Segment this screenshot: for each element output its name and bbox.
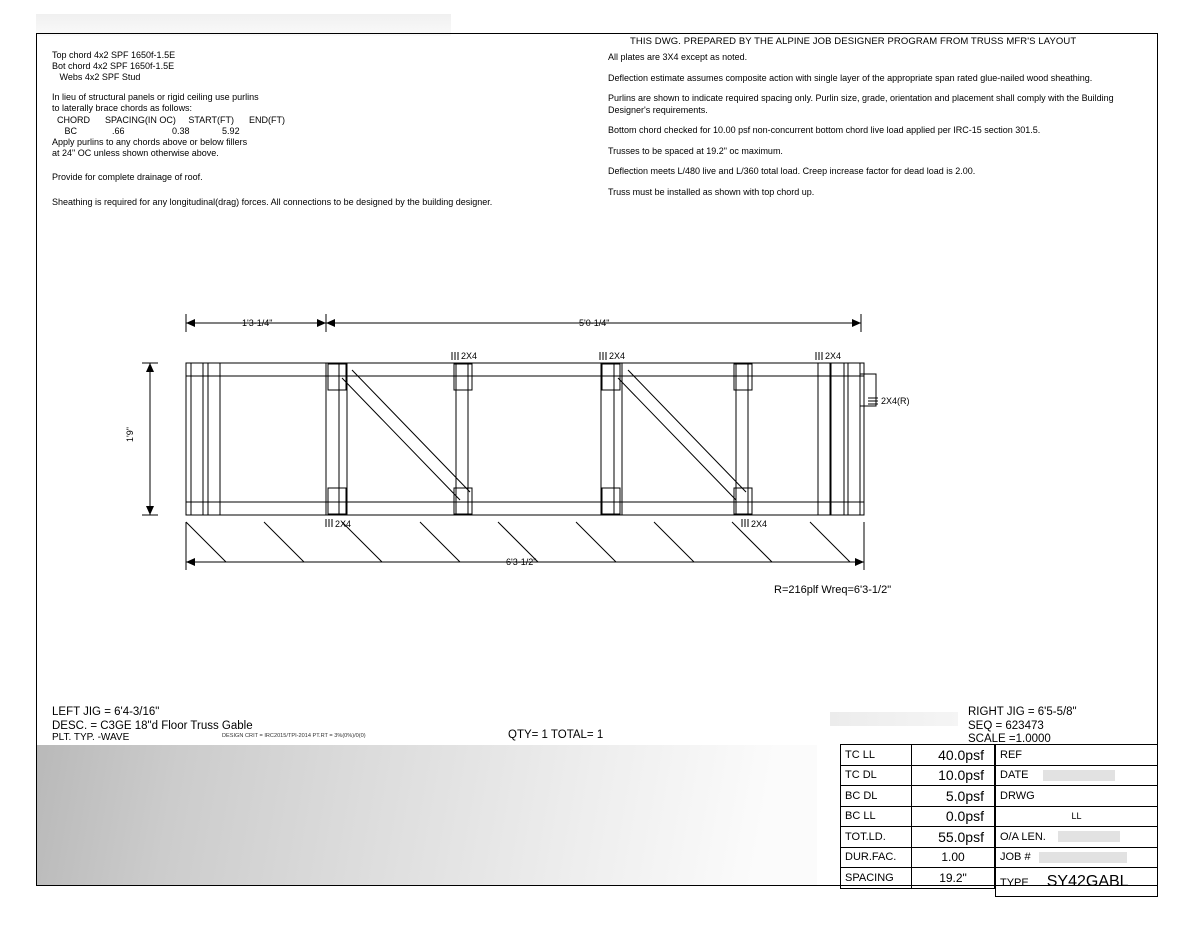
redacted-field-top bbox=[830, 712, 958, 726]
note-right-3: Bottom chord checked for 10.00 psf non-concurrent bottom chord live load applied per IRC-15 section 301.5. bbox=[608, 125, 1041, 135]
desc-text: DESC. = C3GE 18"d Floor Truss Gable bbox=[52, 719, 253, 732]
note-right-1: Deflection estimate assumes composite action with single layer of the appropriate span rated glue-nailed wood sheathing. bbox=[608, 72, 1093, 83]
table-row bbox=[996, 847, 1158, 868]
table-row bbox=[841, 745, 995, 766]
plate-label-0: 2X4 bbox=[461, 351, 478, 361]
truss-drawing bbox=[36, 290, 1158, 720]
dim-height-label: 1'9" bbox=[125, 427, 135, 442]
note-materials-2: Bot chord 4x2 SPF 1650f-1.5E bbox=[52, 61, 175, 71]
type-value: SY42GABL bbox=[1046, 873, 1129, 890]
table-row bbox=[996, 806, 1158, 827]
table-row bbox=[841, 765, 995, 786]
right-jig-text: RIGHT JIG = 6'5-5/8" bbox=[968, 706, 1077, 718]
date-label: DATE bbox=[996, 765, 1158, 786]
load-table bbox=[840, 744, 995, 889]
type-row: TYPE SY42GABL bbox=[996, 868, 1158, 897]
load-value: 5.0psf bbox=[912, 786, 995, 807]
dim-bottom-label: 6'3-1/2" bbox=[506, 557, 537, 567]
load-value: 1.00 bbox=[912, 847, 995, 868]
note-purlin-intro-2: to laterally brace chords as follows: bbox=[52, 103, 193, 114]
load-label: TC LL bbox=[841, 745, 912, 766]
note-right-4: Trusses to be spaced at 19.2" oc maximum. bbox=[608, 145, 783, 156]
qty-text: QTY= 1 TOTAL= 1 bbox=[508, 729, 604, 741]
table-row bbox=[996, 765, 1158, 786]
plate-label-1: 2X4 bbox=[609, 351, 626, 361]
left-jig-text: LEFT JIG = 6'4-3/16" bbox=[52, 706, 160, 718]
load-label: DUR.FAC. bbox=[841, 847, 912, 868]
table-row bbox=[996, 786, 1158, 807]
oalen-label: O/A LEN. bbox=[996, 827, 1158, 848]
reference-table bbox=[995, 744, 1158, 897]
note-purlin-after-2: at 24" OC unless shown otherwise above. bbox=[52, 147, 219, 158]
table-row bbox=[841, 786, 995, 807]
notes-left-column bbox=[52, 50, 592, 218]
note-purlin-after-1: Apply purlins to any chords above or below fillers bbox=[52, 136, 248, 147]
note-purlin-intro-1: In lieu of structural panels or rigid ceiling use purlins bbox=[52, 92, 259, 102]
load-label: BC LL bbox=[841, 806, 912, 827]
plate-label-3: 2X4 bbox=[335, 519, 352, 529]
seq-text: SEQ = 623473 bbox=[968, 719, 1044, 732]
redacted-disclaimer-block bbox=[37, 745, 817, 885]
scale-text: SCALE =1.0000 bbox=[968, 733, 1051, 745]
table-row bbox=[996, 745, 1158, 766]
load-label: TOT.LD. bbox=[841, 827, 912, 848]
note-purlin-table-row: BC .66 0.38 5.92 bbox=[52, 125, 240, 136]
note-right-5: Deflection meets L/480 live and L/360 total load. Creep increase factor for dead load is 2.00. bbox=[608, 166, 976, 176]
load-value: 55.0psf bbox=[912, 827, 995, 848]
table-row bbox=[996, 868, 1158, 897]
web-size-label: 2X4(R) bbox=[881, 396, 910, 406]
note-right-6: Truss must be installed as shown with top chord up. bbox=[608, 186, 815, 197]
ll-value: LL bbox=[996, 806, 1158, 827]
table-row bbox=[996, 827, 1158, 848]
table-row bbox=[841, 847, 995, 868]
plate-label-2: 2X4 bbox=[825, 351, 842, 361]
note-purlin-table-header: CHORD SPACING(IN OC) START(FT) END(FT) bbox=[52, 114, 285, 125]
load-label: BC DL bbox=[841, 786, 912, 807]
note-right-0: All plates are 3X4 except as noted. bbox=[608, 52, 748, 62]
job-label: JOB # bbox=[996, 847, 1158, 868]
footer-right-block bbox=[968, 706, 1077, 747]
note-right-2: Purlins are shown to indicate required spacing only. Purlin size, grade, orientation and placement shall comply with the Building Designer's requirements. bbox=[608, 93, 1114, 115]
notes-right-column bbox=[608, 52, 1148, 207]
load-label: SPACING bbox=[841, 868, 912, 889]
drwg-label: DRWG bbox=[996, 786, 1158, 807]
dim-main-label: 5'0-1/4" bbox=[579, 318, 610, 328]
load-label: TC DL bbox=[841, 765, 912, 786]
load-value: 10.0psf bbox=[912, 765, 995, 786]
note-sheathing: Sheathing is required for any longitudinal(drag) forces. All connections to be designed by the building designer. bbox=[52, 197, 493, 208]
plate-label-4: 2X4 bbox=[751, 519, 768, 529]
load-value: 40.0psf bbox=[912, 745, 995, 766]
sheet-top-note: THIS DWG. PREPARED BY THE ALPINE JOB DESIGNER PROGRAM FROM TRUSS MFR'S LAYOUT bbox=[630, 36, 1077, 47]
ref-label: REF bbox=[996, 745, 1158, 766]
table-row bbox=[841, 868, 995, 889]
design-criteria-text: DESIGN CRIT = IRC2015/TPI-2014 PT.RT = 3%(0%)/0(0) bbox=[222, 733, 366, 739]
plate-type-text: PLT. TYP. -WAVE bbox=[52, 732, 130, 743]
reaction-label: R=216plf Wreq=6'3-1/2" bbox=[774, 584, 892, 596]
table-row bbox=[841, 806, 995, 827]
load-value: 0.0psf bbox=[912, 806, 995, 827]
table-row bbox=[841, 827, 995, 848]
note-drainage: Provide for complete drainage of roof. bbox=[52, 172, 203, 183]
note-materials-1: Top chord 4x2 SPF 1650f-1.5E bbox=[52, 50, 176, 60]
dim-left-label: 1'3-1/4" bbox=[242, 318, 273, 328]
footer-left-block bbox=[52, 706, 253, 733]
note-materials-3: Webs 4x2 SPF Stud bbox=[52, 72, 141, 82]
load-value: 19.2" bbox=[912, 868, 995, 889]
